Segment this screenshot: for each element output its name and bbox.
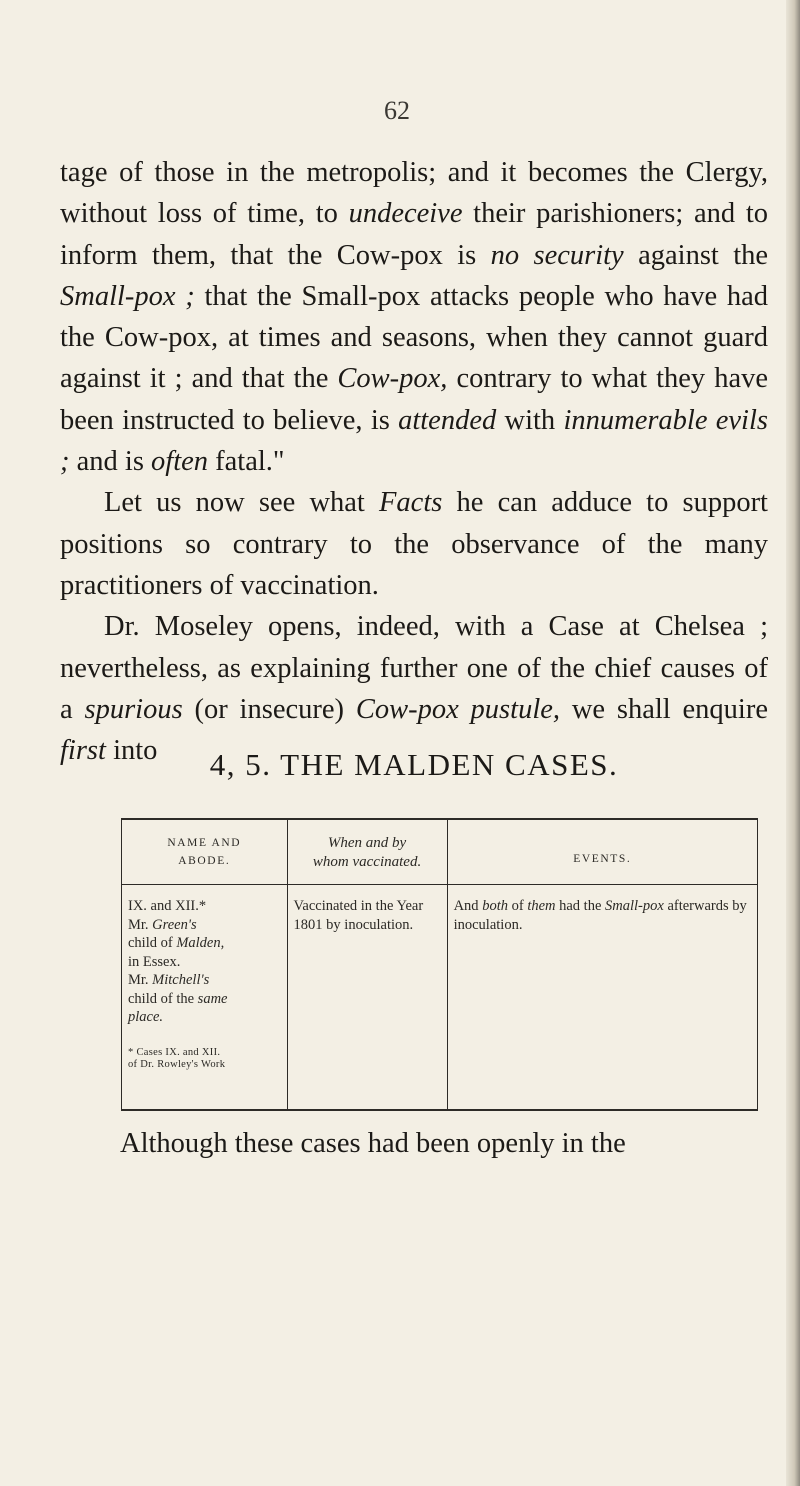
page-edge-shadow bbox=[786, 0, 800, 1486]
paragraph-continuation bbox=[60, 152, 768, 482]
text-run: tage of those in the metropolis; and it becomes the Clergy, without loss of time, to bbox=[60, 157, 768, 230]
italic-run: them bbox=[527, 898, 556, 914]
text-run: and is bbox=[69, 446, 152, 478]
italic-run: Green's bbox=[152, 916, 197, 933]
italic-run: innumerable evils ; bbox=[60, 404, 768, 478]
cell-name-abode bbox=[122, 885, 288, 1111]
text-run: with bbox=[496, 404, 564, 436]
header-line: ABODE. bbox=[178, 855, 231, 867]
italic-run: both bbox=[482, 898, 508, 914]
header-when-vaccinated bbox=[287, 819, 447, 885]
footnote-line: of Dr. Rowley's Work bbox=[128, 1058, 226, 1070]
text-run: (or insecure) bbox=[182, 693, 356, 725]
italic-run: Small-pox bbox=[605, 898, 664, 914]
paragraph-facts bbox=[60, 482, 768, 606]
text-run: against the bbox=[623, 239, 769, 271]
footnote bbox=[128, 1047, 281, 1071]
text-run: Let us now see what bbox=[104, 487, 380, 519]
header-line: When and by bbox=[327, 835, 407, 851]
text-run: IX. and XII.* bbox=[128, 898, 207, 914]
body-text bbox=[60, 152, 768, 771]
text-run: child of the bbox=[128, 990, 198, 1007]
closing-line: Although these cases had been openly in the bbox=[120, 1128, 626, 1159]
italic-run: often bbox=[151, 446, 209, 478]
text-run: Mr. bbox=[128, 972, 153, 988]
italic-run: spurious bbox=[84, 693, 183, 725]
text-run: that the Small-pox attacks people who have had the Cow-pox, at times and seasons, when they cannot guard against it ; and that the bbox=[60, 280, 768, 395]
italic-run: undeceive bbox=[348, 198, 463, 230]
italic-run: Malden, bbox=[176, 935, 225, 951]
text-run: had the bbox=[555, 898, 606, 914]
italic-run: first bbox=[60, 735, 106, 767]
malden-cases-table bbox=[121, 818, 758, 1111]
italic-run: Mitchell's bbox=[152, 972, 210, 988]
header-line: NAME AND bbox=[167, 837, 242, 849]
text-run: of bbox=[507, 898, 528, 914]
text-run: their parishioners; and to inform them, that the Cow-pox is bbox=[60, 198, 768, 271]
text-run: And bbox=[453, 898, 483, 914]
page-number: 62 bbox=[384, 96, 410, 125]
text-run: in Essex. bbox=[128, 953, 181, 970]
italic-run: Facts bbox=[379, 487, 443, 519]
text-run: we shall enquire bbox=[560, 693, 768, 725]
italic-run: place. bbox=[128, 1009, 164, 1025]
text-run: fatal." bbox=[208, 446, 285, 478]
text-run: he can adduce to support positions so contrary to the observance of the many practitioners of vaccination. bbox=[60, 487, 768, 601]
text-run: Mr. bbox=[128, 916, 153, 933]
cell-when-vaccinated: Vaccinated in the Year 1801 by inoculation. bbox=[287, 885, 447, 1111]
text-run: contrary to what they have been instructed to believe, is bbox=[60, 363, 768, 436]
text-run: into bbox=[105, 735, 158, 767]
header-events: EVENTS. bbox=[447, 819, 757, 885]
table-row bbox=[122, 885, 758, 1111]
footnote-line: * Cases IX. and XII. bbox=[128, 1046, 221, 1058]
italic-run: no security bbox=[490, 239, 624, 271]
text-run: afterwards by inoculation. bbox=[453, 898, 747, 933]
table-header-row bbox=[122, 819, 758, 885]
header-name-abode bbox=[122, 819, 288, 885]
italic-run: attended bbox=[398, 404, 497, 436]
italic-run: same bbox=[197, 990, 228, 1007]
italic-run: Small-pox ; bbox=[60, 280, 195, 312]
italic-run: Cow-pox pustule, bbox=[355, 693, 561, 725]
text-run: child of bbox=[128, 935, 177, 951]
section-heading: 4, 5. THE MALDEN CASES. bbox=[209, 747, 619, 782]
italic-run: Cow-pox, bbox=[337, 363, 448, 395]
text-run: Dr. Moseley opens, indeed, with a Case at Chelsea ; nevertheless, as explaining further one of the chief causes of a bbox=[60, 611, 768, 725]
header-line: whom vaccinated. bbox=[312, 853, 422, 870]
cell-events bbox=[447, 885, 757, 1111]
